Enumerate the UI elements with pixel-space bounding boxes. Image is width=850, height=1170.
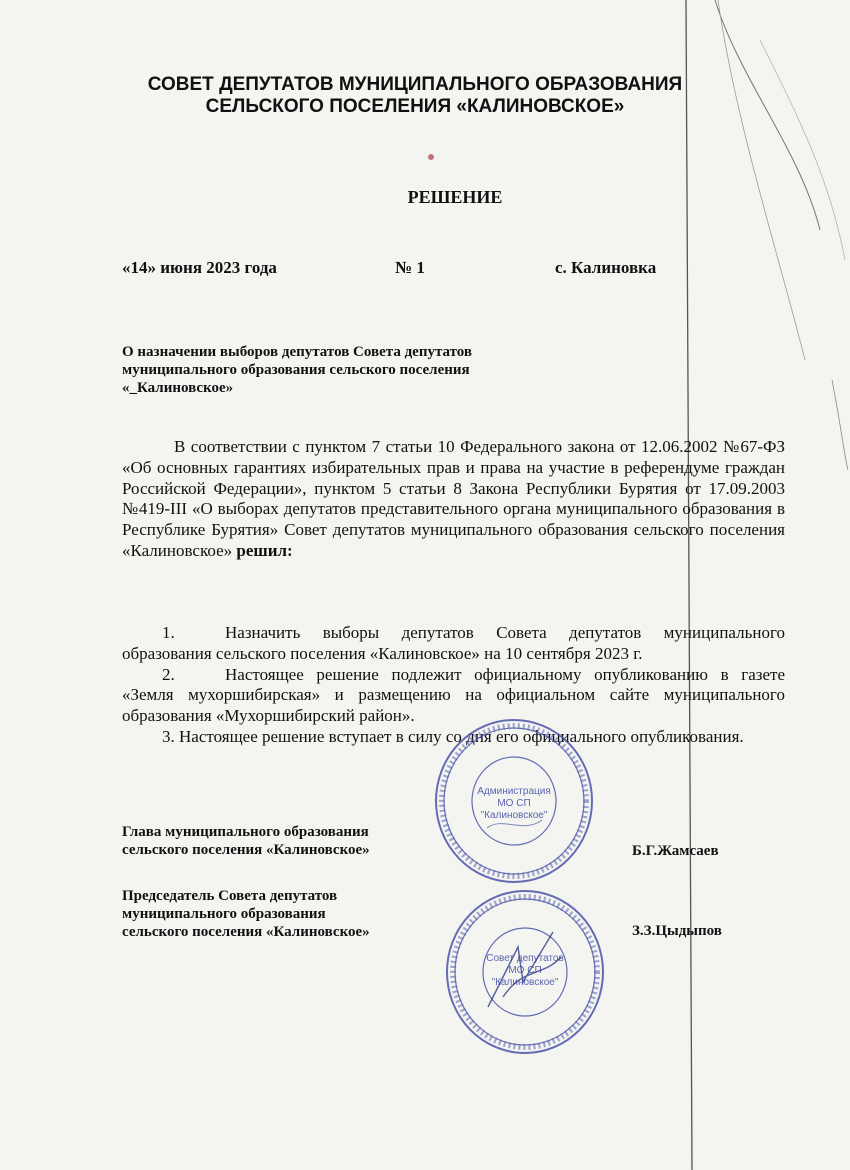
item-text: Настоящее решение вступает в силу со дня его официального опубликования. (179, 726, 744, 746)
seal-center-line3: "Калиновское" (491, 977, 559, 988)
seal-center-line3: "Калиновское" (480, 810, 548, 821)
list-item (122, 623, 785, 665)
preamble (122, 437, 785, 562)
seal-center-line2: МО СП (497, 798, 531, 809)
item-text: Настоящее решение подлежит официальному опубликованию в газете «Земля мухоршибирская» и размещению на официальном сайте муниципального образования «Мухоршибирский район». (122, 664, 785, 726)
subject-line2: муниципального образования сельского поселения (122, 362, 470, 378)
head-title-line1: Глава муниципального образования (122, 824, 369, 840)
chair-title-line3: сельского поселения «Калиновское» (122, 924, 370, 940)
ink-dot (428, 154, 434, 160)
preamble-text: В соответствии с пунктом 7 статьи 10 Федерального закона от 12.06.2002 №67-ФЗ «Об основных гарантиях избирательных прав и права на участие в референдуме граждан Российской Федерации», пунктом 5 статьи 8 Закона Республики Бурятия от 17.09.2003 №419-III «О выборах депутатов представительного органа муниципального образования в Республике Бурятия» Совет депутатов муниципального образования сельского поселения «Калиновское» (122, 437, 785, 560)
seal-center-line2: МО СП (508, 965, 542, 976)
council-title-line2: СЕЛЬСКОГО ПОСЕЛЕНИЯ «КАЛИНОВСКОЕ» (205, 96, 625, 117)
document-type: РЕШЕНИЕ (407, 187, 503, 207)
head-title-line2: сельского поселения «Калиновское» (122, 842, 370, 858)
seal-center-line1: Администрация (477, 786, 551, 797)
chair-signature-block (122, 887, 370, 941)
chair-name: З.З.Цыдыпов (632, 923, 722, 939)
item-text: Назначить выборы депутатов Совета депутатов муниципального образования сельского поселения «Калиновское» на 10 сентября 2023 г. (122, 623, 785, 663)
preamble-decided: решил: (236, 540, 293, 560)
seal-center-line1: Совет депутатов (486, 953, 564, 964)
item-number: 3. (162, 726, 175, 746)
subject-line1: О назначении выборов депутатов Совета депутатов (122, 344, 473, 360)
item-number: 2. (162, 664, 175, 684)
chair-title-line2: муниципального образования (122, 906, 326, 922)
council-title (100, 74, 730, 118)
chair-title-line1: Председатель Совета депутатов (122, 888, 338, 904)
council-seal (443, 887, 608, 1057)
head-name: Б.Г.Жамсаев (632, 843, 719, 859)
administration-seal (432, 716, 597, 886)
document-place: с. Калиновка (555, 258, 657, 277)
document-date: «14» июня 2023 года (122, 258, 277, 277)
subject-line3: «_Калиновское» (122, 380, 234, 396)
document-subject (122, 343, 562, 397)
document-number: № 1 (395, 258, 425, 277)
head-signature-block (122, 823, 370, 859)
council-title-line1: СОВЕТ ДЕПУТАТОВ МУНИЦИПАЛЬНОГО ОБРАЗОВАНИЯ (147, 74, 683, 95)
item-number: 1. (162, 623, 175, 642)
